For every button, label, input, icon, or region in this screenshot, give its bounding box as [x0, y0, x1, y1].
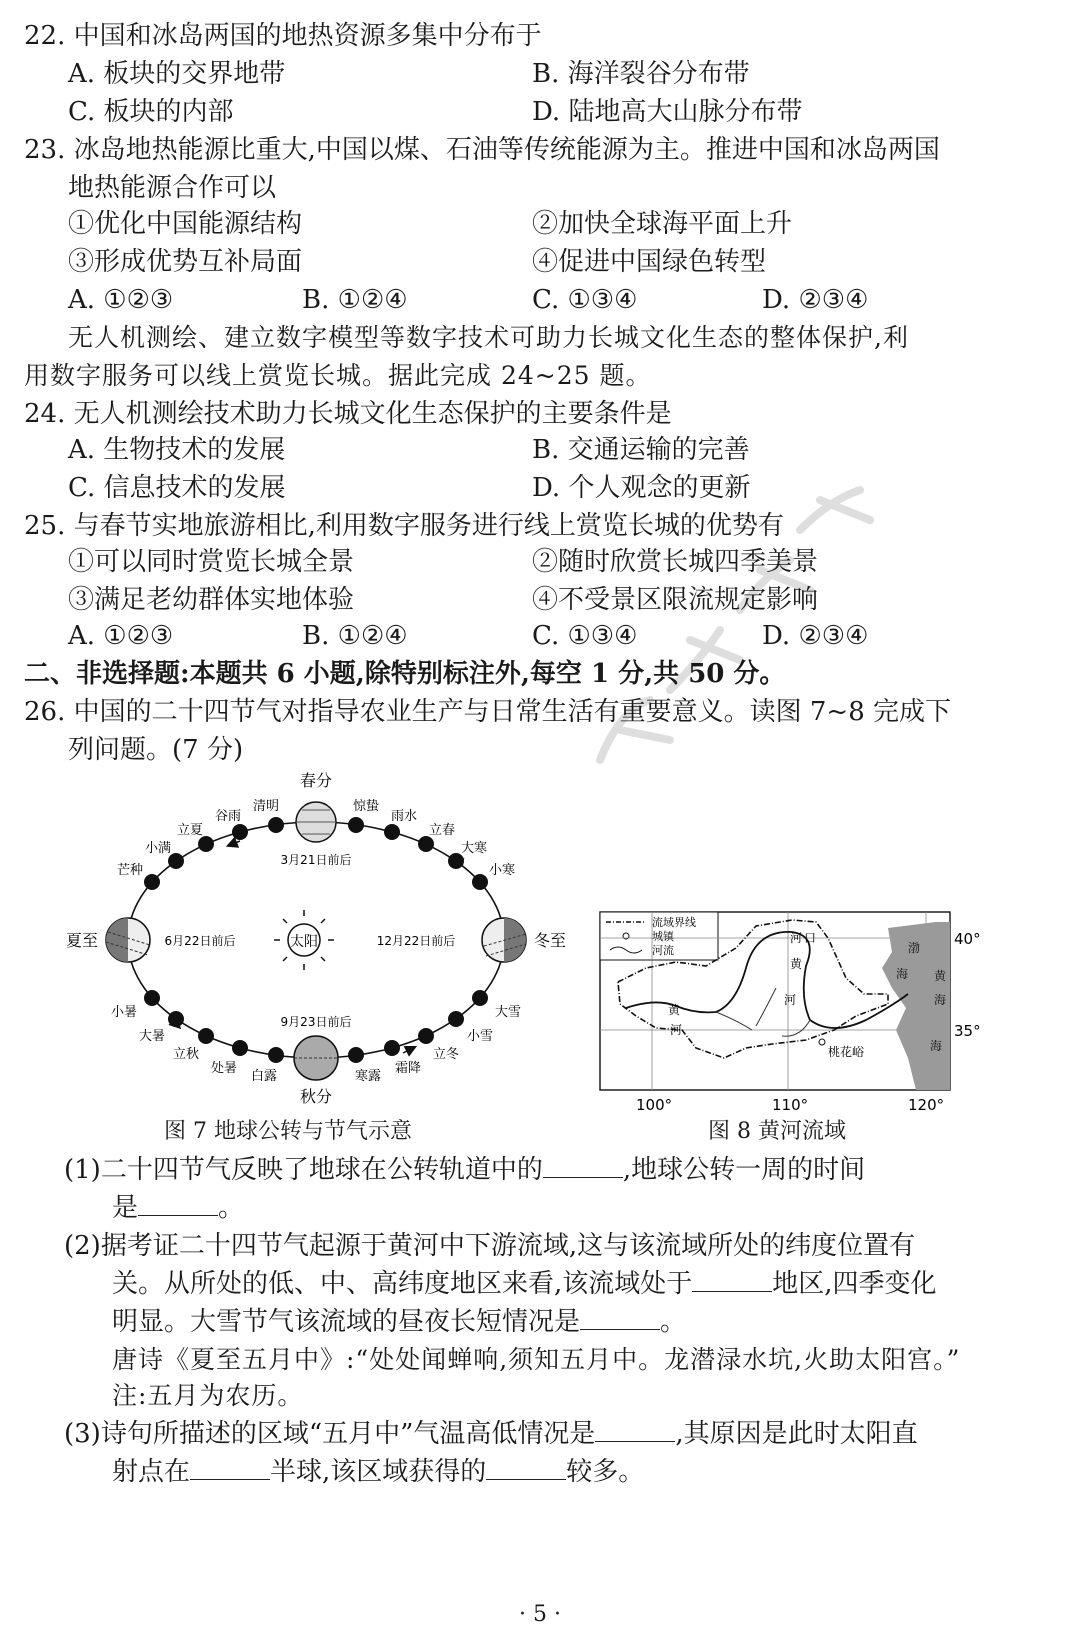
q26-part1-line2: [112, 1192, 244, 1224]
figure8-caption: 图 8 黄河流域: [708, 1119, 846, 1144]
answer-blank[interactable]: [543, 1155, 623, 1178]
q22-option-a: A. 板块的交界地带: [68, 59, 286, 89]
q22-option-c: C. 板块的内部: [68, 97, 234, 127]
q25-stem: 25. 与春节实地旅游相比,利用数字服务进行线上赏览长城的优势有: [24, 511, 784, 541]
q26-part3-text: 半球,该区域获得的: [270, 1457, 487, 1487]
q25-option-a: A. ①②③: [68, 621, 174, 651]
q22-stem: 22. 中国和冰岛两国的地热资源多集中分布于: [24, 21, 542, 51]
q23-stem-line2: 地热能源合作可以: [68, 173, 277, 203]
q26-part2-line3: [112, 1306, 686, 1338]
answer-blank[interactable]: [190, 1457, 270, 1480]
answer-blank[interactable]: [138, 1193, 218, 1216]
q26-part1-text: 。: [218, 1193, 245, 1223]
term-label: 谷雨: [214, 809, 242, 824]
q25-option-d: D. ②③④: [762, 621, 869, 651]
term-label: 霜降: [394, 1061, 422, 1076]
intro-line2: 用数字服务可以线上赏览长城。据此完成 24~25 题。: [24, 361, 652, 390]
q26-part3-line1: [64, 1418, 918, 1450]
term-label: 大寒: [460, 841, 488, 856]
lon-120-label: 120°: [908, 1096, 945, 1114]
term-label: 处暑: [210, 1061, 238, 1076]
q25-option-b: B. ①②④: [302, 621, 408, 651]
huanghai-label: 海: [934, 993, 947, 1007]
q22-option-d: D. 陆地高大山脉分布带: [532, 97, 803, 127]
term-label: 寒露: [354, 1069, 382, 1084]
q26-part2-line2: [112, 1268, 937, 1300]
lon-110-label: 110°: [772, 1096, 809, 1114]
river-label: 黄: [790, 957, 803, 971]
q24-stem: 24. 无人机测绘技术助力长城文化生态保护的主要条件是: [24, 399, 672, 429]
bohai-label: 渤: [908, 941, 921, 955]
q23-stem-line1: 23. 冰岛地热能源比重大,中国以煤、石油等传统能源为主。推进中国和冰岛两国: [24, 135, 940, 165]
q26-part3-text: (3)诗句所描述的区域“五月中”气温高低情况是: [64, 1419, 596, 1449]
q26-part2-line1: (2)据考证二十四节气起源于黄河中下游流域,这与该流域所处的纬度位置有: [64, 1231, 916, 1261]
figure7-caption: 图 7 地球公转与节气示意: [164, 1119, 412, 1144]
huanghai-label: 黄: [934, 969, 947, 983]
q26-part1-text: ,地球公转一周的时间: [622, 1155, 866, 1185]
date-autumn: 9月23日前后: [280, 1015, 352, 1029]
earth-autumn: [294, 1036, 338, 1080]
q26-part3-text: ,其原因是此时太阳直: [675, 1419, 918, 1449]
q26-part3-line2: [112, 1456, 644, 1488]
earth-summer: [106, 918, 150, 962]
term-label: 白露: [250, 1069, 278, 1084]
q23-option-a: A. ①②③: [68, 285, 174, 315]
q22-option-b: B. 海洋裂谷分布带: [532, 59, 750, 89]
label-qiufen: 秋分: [299, 1087, 333, 1106]
bohai-label: 海: [896, 967, 909, 981]
lon-100-label: 100°: [636, 1096, 673, 1114]
q26-part2-text: 关。从所处的低、中、高纬度地区来看,该流域处于: [112, 1269, 693, 1299]
date-spring: 3月21日前后: [280, 853, 352, 867]
earth-winter: [482, 918, 526, 962]
q24-option-b: B. 交通运输的完善: [532, 435, 750, 465]
answer-blank[interactable]: [595, 1419, 675, 1442]
term-label: 小暑: [110, 1005, 138, 1020]
q24-option-a: A. 生物技术的发展: [68, 435, 286, 465]
q23-statement-2: ②加快全球海平面上升: [532, 209, 793, 239]
term-label: 小满: [144, 841, 172, 856]
q23-statement-4: ④促进中国绿色转型: [532, 247, 767, 277]
q26-stem-line1: 26. 中国的二十四节气对指导农业生产与日常生活有重要意义。读图 7~8 完成下: [24, 697, 952, 727]
q25-statement-3: ③满足老幼群体实地体验: [68, 585, 355, 615]
q26-part2-text: 。: [660, 1307, 687, 1337]
q25-statement-1: ①可以同时赏览长城全景: [68, 547, 355, 577]
term-label: 芒种: [116, 863, 144, 878]
river-label: 黄: [668, 1003, 681, 1017]
lat-35-label: 35°: [954, 1022, 981, 1040]
term-label: 惊蛰: [352, 799, 380, 814]
term-label: 大雪: [494, 1005, 522, 1020]
q24-option-c: C. 信息技术的发展: [68, 473, 286, 503]
q26-note: 注:五月为农历。: [112, 1381, 304, 1410]
q23-option-c: C. ①③④: [532, 285, 638, 315]
q26-part2-text: 明显。大雪节气该流域的昼夜长短情况是: [112, 1307, 581, 1337]
river-mouth-label: 口: [804, 931, 817, 945]
q24-option-d: D. 个人观念的更新: [532, 473, 751, 503]
sun-label: 太阳: [290, 934, 318, 950]
answer-blank[interactable]: [692, 1269, 772, 1292]
term-label: 立春: [428, 823, 456, 838]
figure8-yellow-river-map: [596, 908, 996, 1118]
q26-part1-text: (1)二十四节气反映了地球在公转轨道中的: [64, 1155, 543, 1185]
huanghai-label: 海: [930, 1039, 943, 1053]
q23-option-d: D. ②③④: [762, 285, 869, 315]
river-label: 河: [784, 993, 797, 1007]
legend-boundary: 流域界线: [652, 916, 696, 929]
q26-part3-text: 较多。: [566, 1457, 645, 1487]
label-dongzhi: 冬至: [533, 931, 567, 950]
river-label: 河: [670, 1023, 683, 1037]
q26-part3-text: 射点在: [112, 1457, 191, 1487]
answer-blank[interactable]: [486, 1457, 566, 1480]
q25-statement-4: ④不受景区限流规定影响: [532, 585, 819, 615]
earth-spring: [296, 802, 336, 842]
q26-part1-line1: [64, 1154, 865, 1186]
city-taohuayu: 桃花峪: [828, 1045, 865, 1059]
q25-statement-2: ②随时欣赏长城四季美景: [532, 547, 819, 577]
label-chunfen: 春分: [299, 771, 333, 790]
page-number: · 5 ·: [519, 1602, 561, 1627]
q23-statement-3: ③形成优势互补局面: [68, 247, 303, 277]
term-label: 立秋: [172, 1047, 200, 1062]
answer-blank[interactable]: [580, 1307, 660, 1330]
figure7-orbit-diagram: [58, 770, 578, 1120]
date-winter: 12月22日前后: [376, 934, 456, 948]
term-label: 立夏: [176, 823, 204, 838]
q26-part2-text: 地区,四季变化: [772, 1269, 937, 1299]
intro-line1: 无人机测绘、建立数字模型等数字技术可助力长城文化生态的整体保护,利: [68, 323, 909, 352]
city-taohuayu-marker: [819, 1039, 825, 1045]
river-mouth-label: 河: [790, 931, 803, 945]
term-label: 小雪: [466, 1029, 494, 1044]
orbit-direction-arrow: [230, 841, 240, 845]
date-summer: 6月22日前后: [164, 934, 236, 948]
term-label: 雨水: [390, 809, 418, 824]
q25-option-c: C. ①③④: [532, 621, 638, 651]
term-label: 立冬: [432, 1047, 460, 1062]
orbit-direction-arrow: [403, 1048, 413, 1053]
term-label: 小寒: [488, 863, 516, 878]
q23-option-b: B. ①②④: [302, 285, 408, 315]
lat-40-label: 40°: [954, 930, 981, 948]
term-label: 清明: [252, 799, 280, 814]
q26-poem: 唐诗《夏至五月中》:“处处闻蝉响,须知五月中。龙潜渌水坑,火助太阳宫。”: [112, 1345, 961, 1374]
q26-stem-line2: 列问题。(7 分): [68, 735, 244, 765]
q23-statement-1: ①优化中国能源结构: [68, 209, 303, 239]
legend-city: 城镇: [652, 930, 674, 943]
term-label: 大暑: [138, 1029, 166, 1044]
legend-river: 河流: [652, 944, 674, 957]
section2-heading: 二、非选择题:本题共 6 小题,除特别标注外,每空 1 分,共 50 分。: [24, 659, 786, 689]
label-xiazhi: 夏至: [65, 931, 99, 950]
q26-part1-text: 是: [112, 1193, 139, 1223]
